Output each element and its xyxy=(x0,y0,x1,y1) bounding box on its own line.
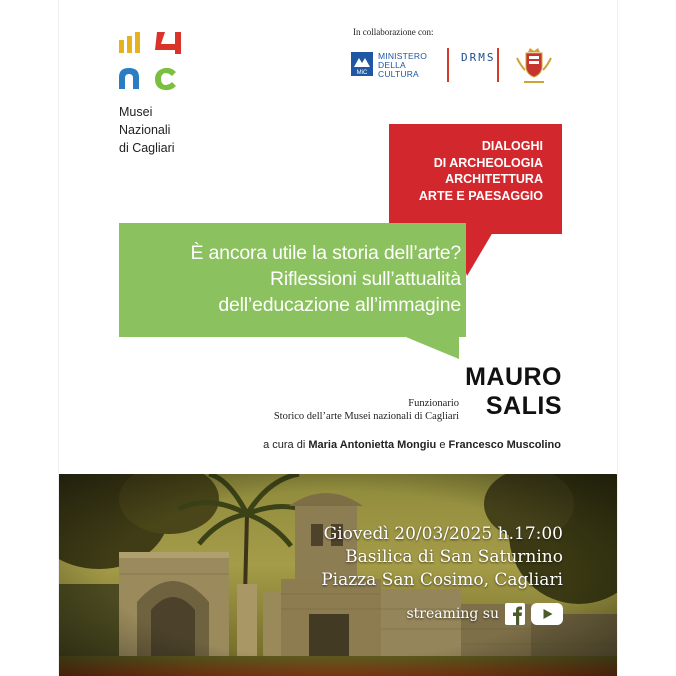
poster xyxy=(59,0,617,676)
collab-logos xyxy=(351,46,561,86)
curator-2: Francesco Muscolino xyxy=(448,439,561,451)
museum-name-line-2: Nazionali xyxy=(119,123,171,137)
series-line-2: DI ARCHEOLOGIA xyxy=(433,155,543,170)
youtube-icon[interactable] xyxy=(531,603,563,625)
speaker-role-line-2: Storico dell’arte Musei nazionali di Cagliari xyxy=(273,410,459,422)
event-address: Piazza San Cosimo, Cagliari xyxy=(321,570,563,590)
ministry-name: MINISTERO DELLA CULTURA xyxy=(378,51,428,79)
divider xyxy=(447,48,449,82)
talk-title-line-2: Riflessioni sull’attualità xyxy=(270,268,461,290)
speaker-role xyxy=(274,398,459,423)
facebook-icon[interactable] xyxy=(505,603,525,625)
museum-name xyxy=(119,103,239,157)
curated-conjunction: e xyxy=(439,439,446,451)
comune-cagliari-crest-icon xyxy=(511,46,557,86)
collab-label: In collaborazione con: xyxy=(353,27,434,37)
streaming-row xyxy=(406,601,563,627)
mic-logo-icon xyxy=(351,52,373,76)
curator-1: Maria Antonietta Mongiu xyxy=(308,439,437,451)
speaker-role-line-1: Funzionario xyxy=(408,398,459,409)
speaker-first-name: MAURO xyxy=(465,363,562,391)
series-bubble xyxy=(389,124,562,234)
talk-title-bubble xyxy=(119,223,466,337)
series-line-1: DIALOGHI xyxy=(481,139,543,153)
event-date: Giovedì 20/03/2025 h.17:00 xyxy=(323,524,563,544)
svg-text:MiC: MiC xyxy=(356,70,368,76)
series-line-3: ARCHITETTURA xyxy=(445,172,543,186)
drms-logo: DRMS xyxy=(461,51,496,64)
museum-name-line-3: di Cagliari xyxy=(119,141,175,155)
curated-by xyxy=(263,439,561,451)
divider xyxy=(497,48,499,82)
event-info xyxy=(321,523,563,592)
streaming-label: streaming su xyxy=(406,606,499,622)
talk-title-bubble-tail xyxy=(401,335,461,359)
musei-nazionali-logo xyxy=(119,30,181,94)
talk-title-line-3: dell’educazione all’immagine xyxy=(218,294,461,316)
event-venue: Basilica di San Saturnino xyxy=(345,547,563,567)
museum-name-line-1: Musei xyxy=(119,105,153,119)
speaker-last-name: SALIS xyxy=(485,392,562,420)
series-line-4: ARTE E PAESAGGIO xyxy=(418,188,543,203)
curated-prefix: a cura di xyxy=(263,439,306,451)
speaker-name xyxy=(465,363,562,421)
talk-title-line-1: È ancora utile la storia dell’arte? xyxy=(190,242,461,264)
